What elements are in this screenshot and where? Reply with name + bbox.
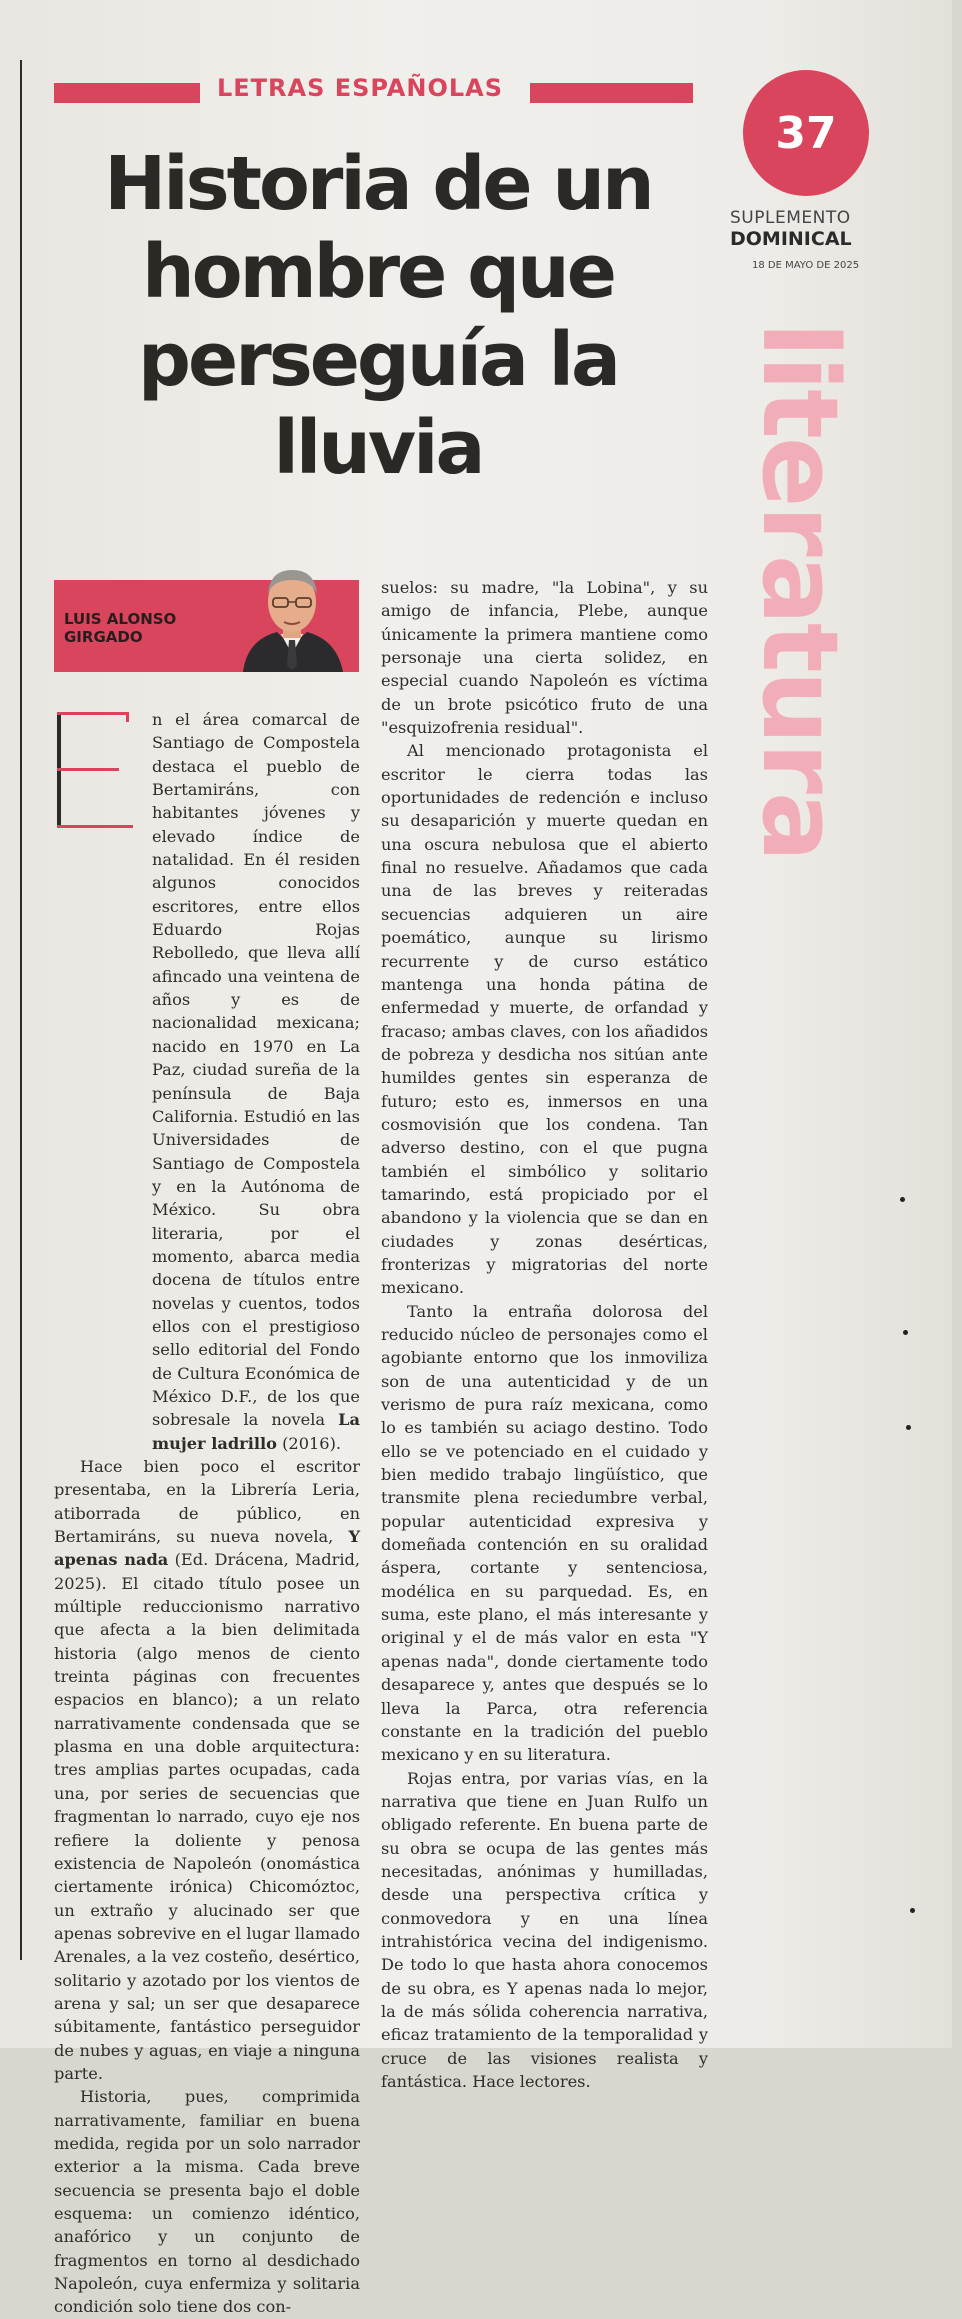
article-paragraph: suelos: su madre, "la Lobina", y su amigo de infancia, Plebe, aunque únicamente la primera mantiene como personaje una cierta solidez, en especial cuando Napoleón es víctima de un brote psicótico fruto de una "esquizofrenia residual". <box>381 578 708 738</box>
supplement-label: SUPLEMENTO <box>730 208 851 228</box>
article-paragraph: Rojas entra, por varias vías, en la narrativa que tiene en Juan Rulfo un obligado referente. En buena parte de su obra se ocupa de las gentes más necesitadas, anónimas y humilladas, desde una perspectiva crítica y conmovedora y en una línea intrahistórica vecina del indigenismo. De todo lo que hasta ahora conocemos de su obra, es Y apenas nada lo mejor, la de más sólida coherencia narrativa, eficaz tratamiento de la temporalidad y cruce de las visiones realista y fantástica. Hace lectores. <box>381 1768 708 2091</box>
binding-hole <box>900 1197 905 1202</box>
paragraph-text: Hace bien poco el escritor presentaba, en la Librería Leria, atiborrada de público, en Bertamiráns, su nueva novela, <box>54 1457 360 1547</box>
paragraph-text: (Ed. Drácena, Madrid, 2025). El citado título posee un múltiple reduccionismo narrativo que afecta a la bien delimitada historia (algo menos de ciento treinta páginas con frecuentes espacios en blanco); a un relato narrativamente condensada que se plasma en una doble arquitectura: tres amplias partes ocupadas, cada una, por series de secuencias que fragmentan lo narrado, cuyo eje nos refiere la doliente y penosa existencia de Napoleón (onomástica ciertamente irónica) Chicomóztoc, un extraño y alucinado ser que apenas sobrevive en el lugar llamado Arenales, a la vez costeño, desértico, solitario y azotado por los vientos de arena y sal; un ser que desaparece súbitamente, fantástico perseguidor de nubes y aguas, en viaje a ninguna parte. <box>54 1550 360 2083</box>
article-column-1 <box>54 708 360 2319</box>
section-rule-left <box>54 83 200 103</box>
headline <box>58 140 698 492</box>
author-portrait-photo <box>225 554 359 672</box>
column-rule-left <box>20 60 22 1960</box>
article-paragraph: Tanto la entraña dolorosa del reducido núcleo de personajes como el agobiante entorno que los inmoviliza son de una autenticidad y de un verismo de pura raíz mexicana, como lo es también su aciago destino. Todo ello se ve potenciado en el cuidado y bien medido trabajo lingüístico, que transmite plena reciedumbre verbal, popular autenticidad expresiva y domeñada contención en su oralidad áspera, cortante y sentenciosa, modélica en su parquedad. Es, en suma, este plano, el más interesante y original y el de más valor en esta "Y apenas nada", donde ciertamente todo desaparece y, antes que después se lo lleva la Parca, otra referencia constante en la tradición del pueblo mexicano y en su literatura. <box>381 1301 708 1765</box>
section-label: LETRAS ESPAÑOLAS <box>216 74 504 102</box>
book-title: La mujer ladrillo <box>152 1410 360 1453</box>
binding-hole <box>903 1330 908 1335</box>
article-paragraph: Historia, pues, comprimida narrativamente, familiar en buena medida, regida por un solo narrador exterior a la misma. Cada breve secuencia se presenta bajo el doble esquema: un comienzo idéntico, anafórico y un conjunto de fragmentos en torno al desdichado Napoleón, cuya enfermiza y solitaria condición solo tiene dos con- <box>54 2087 360 2317</box>
article-paragraph <box>54 1455 360 2085</box>
paragraph-text: n el área comarcal de Santiago de Compostela destaca el pueblo de Bertamiráns, con habitantes jóvenes y elevado índice de natalidad. En él residen algunos conocidos escritores, entre ellos Eduardo Rojas Rebolledo, que lleva allí afincado una veintena de años y es de nacionalidad mexicana; nacido en 1970 en La Paz, ciudad sureña de la península de Baja California. Estudió en las Universidades de Santiago de Compostela y en la Autónoma de México. Su obra literaria, por el momento, abarca media docena de títulos entre novelas y cuentos, todos ellos con el prestigioso sello editorial del Fondo de Cultura Económica de México D.F., de los que sobresale la novela <box>152 710 360 1430</box>
article-column-2 <box>381 576 708 2093</box>
binding-hole <box>906 1425 911 1430</box>
headline-line-4: lluvia <box>273 405 483 491</box>
author-name <box>64 610 224 646</box>
author-name-line-2: GIRGADO <box>64 628 143 646</box>
page-number-badge: 37 <box>743 70 869 196</box>
binding-hole <box>910 1908 915 1913</box>
headline-line-2: hombre que <box>142 229 614 315</box>
supplement-name: DOMINICAL <box>730 228 852 250</box>
headline-line-1: Historia de un <box>104 141 652 227</box>
article-paragraph <box>54 708 360 1455</box>
vertical-section-text: literatura <box>739 321 861 861</box>
book-title: Y apenas nada <box>54 1527 360 1570</box>
paragraph-text: (2016). <box>276 1433 342 1453</box>
article-paragraph: Al mencionado protagonista el escritor le cierra todas las oportunidades de redención e incluso su desaparición y muerte quedan en una oscura nebulosa que el abierto final no resuelve. Añadamos que cada una de las breves y reiteradas secuencias adquieren un aire poemático, aunque su lirismo recurrente y de curso estático mantenga una honda pátina de enfermedad y muerte, de orfandad y fracaso; ambas claves, con los añadidos de pobreza y desdicha nos sitúan ante humildes gentes sin esperanza de futuro; esto es, inmersos en una cosmovisión que los condena. Tan adverso destino, con el que pugna también el simbólico y solitario tamarindo, está propiciado por el abandono y la violencia que se dan en ciudades y zonas desérticas, fronterizas y migratorias del norte mexicano. <box>381 741 708 1298</box>
headline-line-3: perseguía la <box>138 317 618 403</box>
issue-date: 18 DE MAYO DE 2025 <box>752 260 860 271</box>
section-rule-right <box>530 83 693 103</box>
author-name-line-1: LUIS ALONSO <box>64 610 177 628</box>
